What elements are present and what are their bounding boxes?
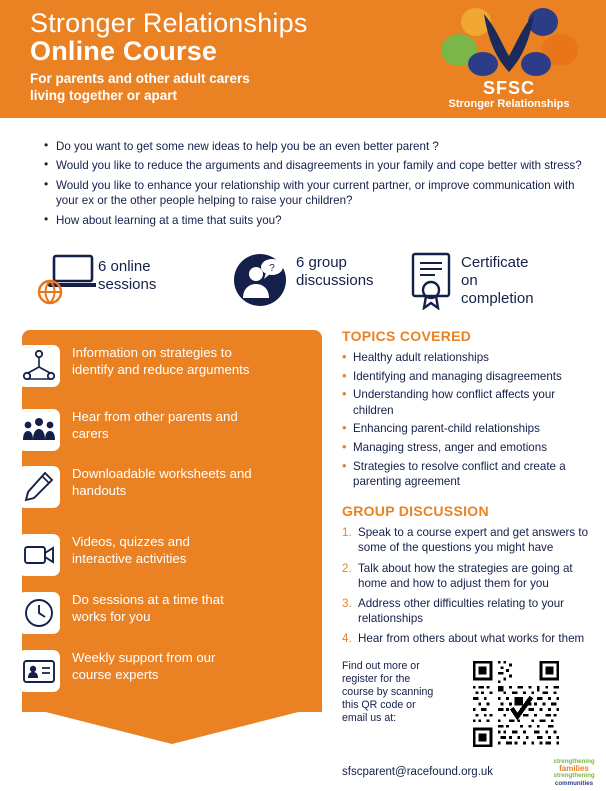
benefits-panel-point: [22, 706, 322, 744]
list-item: • Would you like to reduce the arguments and disagreements in your family and cope better with stress?: [46, 158, 582, 173]
benefit-label: Weekly support from our course experts: [72, 650, 216, 682]
list-item: • Would you like to enhance your relationship with your current partner, or improve communication with your ex or the other people helping to raise your children?: [46, 178, 582, 209]
feature-line1: Certificate on: [461, 254, 529, 289]
id-card-icon: [18, 650, 60, 692]
feature-line2: discussions: [296, 272, 374, 289]
sfsc-logo-mark: [426, 6, 592, 82]
questions-box: [24, 128, 582, 247]
list-item: Hear from others about what works for them: [358, 632, 585, 646]
group-discussion-list: [342, 525, 592, 646]
contact-email[interactable]: sfscparent@racefound.org.uk: [342, 766, 494, 778]
topics-list: [342, 350, 592, 489]
footer-logo-line4: communities: [554, 779, 594, 787]
header-subtitle-line1: For parents and other adult carers: [30, 71, 250, 86]
qr-block: [342, 660, 592, 760]
list-item: • Understanding how conflict affects your children: [342, 387, 592, 417]
list-item: Address other difficulties relating to your relationships: [358, 596, 565, 626]
feature-line1: 6 group: [296, 254, 347, 271]
footer-logo-line2: families: [559, 764, 589, 774]
svg-text:?: ?: [269, 263, 275, 274]
feature-label: [296, 254, 374, 290]
page-title-line1: Stronger Relationships: [30, 8, 308, 38]
benefit-item: [18, 534, 252, 576]
list-item: • Strategies to resolve conflict and create a parenting agreement: [342, 459, 592, 489]
feature-line2: completion: [461, 290, 534, 307]
header-banner: [0, 0, 606, 118]
benefit-item: [18, 409, 252, 451]
benefit-item: [18, 650, 252, 692]
network-icon: [18, 345, 60, 387]
sfsc-footer-logo: [548, 758, 600, 786]
list-item: Speak to a course expert and get answers to some of the questions you might have: [358, 526, 589, 555]
qr-code[interactable]: [470, 658, 562, 750]
benefit-item: [18, 466, 252, 508]
benefit-label: Videos, quizzes and interactive activities: [72, 534, 190, 566]
benefit-label: Information on strategies to identify and reduce arguments: [72, 345, 250, 377]
discussion-icon: [234, 252, 292, 308]
header-subtitle-line2: living together or apart: [30, 88, 178, 103]
features-row: [24, 252, 582, 314]
list-item: • Identifying and managing disagreements: [342, 369, 592, 384]
benefit-item: [18, 345, 252, 387]
qr-caption: Find out more or register for the course by scanning this QR code or email us at:: [342, 660, 434, 724]
list-item: • How about learning at a time that suits you?: [46, 213, 582, 228]
feature-certificate: [409, 252, 534, 314]
list-item: • Do you want to get some new ideas to help you be an even better parent ?: [46, 139, 582, 154]
video-icon: [18, 534, 60, 576]
list-item: • Enhancing parent-child relationships: [342, 421, 592, 436]
feature-online-sessions: [36, 252, 157, 314]
clock-icon: [18, 592, 60, 634]
questions-list: [24, 128, 582, 228]
pencil-icon: [18, 466, 60, 508]
footer-logo-line1: strengthening: [553, 758, 595, 765]
sfsc-logo: [426, 6, 592, 112]
benefit-item: [18, 592, 252, 634]
list-item: Talk about how the strategies are going at home and how to adjust them for you: [358, 561, 573, 590]
feature-label: [461, 254, 534, 308]
page-title-line2: Online Course: [30, 36, 218, 66]
people-icon: [18, 409, 60, 451]
header-subtitle: [30, 70, 250, 104]
feature-line1: 6 online: [98, 258, 151, 275]
list-item: • Healthy adult relationships: [342, 350, 592, 365]
benefit-label: Do sessions at a time that works for you: [72, 592, 224, 624]
sfsc-logo-name: SFSC: [482, 78, 535, 98]
benefit-label: Hear from other parents and carers: [72, 409, 238, 441]
list-item: • Managing stress, anger and emotions: [342, 440, 592, 455]
feature-line2: sessions: [98, 276, 157, 293]
right-column: [342, 328, 592, 652]
laptop-icon: [36, 252, 96, 308]
footer-logo-line3: strengthening: [553, 772, 595, 780]
certificate-icon: [409, 252, 455, 310]
feature-label: [98, 258, 156, 294]
topics-title: TOPICS COVERED: [342, 328, 472, 344]
benefit-label: Downloadable worksheets and handouts: [72, 466, 252, 498]
sfsc-logo-tagline: Stronger Relationships: [448, 98, 570, 110]
group-discussion-title: GROUP DISCUSSION: [342, 503, 489, 520]
feature-group-discussions: [234, 252, 374, 314]
